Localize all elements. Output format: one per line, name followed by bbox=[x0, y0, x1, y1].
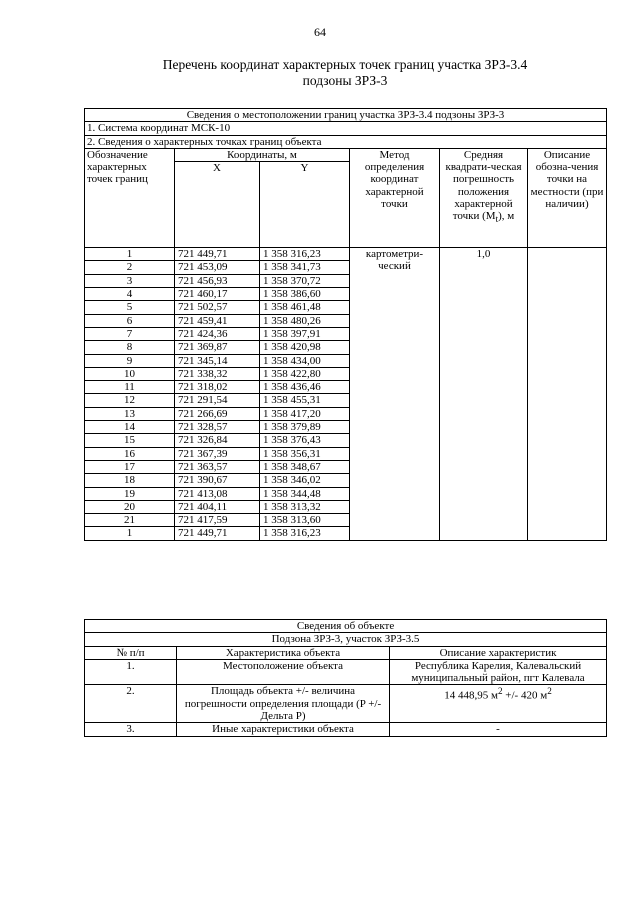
point-x: 721 318,02 bbox=[175, 381, 260, 394]
point-number: 9 bbox=[85, 354, 175, 367]
coordinate-system-row: 1. Система координат МСК-10 bbox=[85, 122, 607, 135]
point-number: 1 bbox=[85, 248, 175, 261]
point-y: 1 358 376,43 bbox=[260, 434, 350, 447]
point-y: 1 358 348,67 bbox=[260, 460, 350, 473]
point-number: 4 bbox=[85, 288, 175, 301]
point-x: 721 363,57 bbox=[175, 460, 260, 473]
point-number: 2 bbox=[85, 261, 175, 274]
point-number: 8 bbox=[85, 341, 175, 354]
error-cell: 1,0 bbox=[440, 248, 528, 541]
point-x: 721 390,67 bbox=[175, 474, 260, 487]
coordinates-table bbox=[84, 108, 607, 541]
point-x: 721 266,69 bbox=[175, 407, 260, 420]
point-x: 721 460,17 bbox=[175, 288, 260, 301]
method-cell: картометри-ческий bbox=[350, 248, 440, 541]
col-y-header: Y bbox=[260, 162, 350, 248]
col-no-header: № п/п bbox=[85, 646, 177, 659]
object-table-subheader: Подзона ЗРЗ-3, участок ЗРЗ-3.5 bbox=[85, 633, 607, 646]
col-error-header bbox=[440, 148, 528, 247]
point-description-cell bbox=[528, 248, 607, 541]
point-x: 721 449,71 bbox=[175, 248, 260, 261]
point-y: 1 358 434,00 bbox=[260, 354, 350, 367]
point-number: 20 bbox=[85, 500, 175, 513]
point-x: 721 456,93 bbox=[175, 274, 260, 287]
col-desc-header: Описание характеристик bbox=[390, 646, 607, 659]
point-y: 1 358 455,31 bbox=[260, 394, 350, 407]
row-number: 3. bbox=[85, 723, 177, 736]
table-row bbox=[85, 723, 607, 736]
point-y: 1 358 356,31 bbox=[260, 447, 350, 460]
point-y: 1 358 397,91 bbox=[260, 327, 350, 340]
col-description-header: Описание обозна-чения точки на местности (при наличии) bbox=[528, 148, 607, 247]
point-x: 721 453,09 bbox=[175, 261, 260, 274]
point-x: 721 413,08 bbox=[175, 487, 260, 500]
description-cell bbox=[390, 685, 607, 723]
point-number: 3 bbox=[85, 274, 175, 287]
characteristic-cell: Местоположение объекта bbox=[177, 659, 390, 685]
point-x: 721 369,87 bbox=[175, 341, 260, 354]
description-cell: - bbox=[390, 723, 607, 736]
point-x: 721 424,36 bbox=[175, 327, 260, 340]
point-y: 1 358 379,89 bbox=[260, 421, 350, 434]
object-table-header: Сведения об объекте bbox=[85, 620, 607, 633]
table-row bbox=[85, 248, 607, 261]
row-number: 1. bbox=[85, 659, 177, 685]
point-number: 7 bbox=[85, 327, 175, 340]
area-error-sup: 2 bbox=[547, 686, 552, 697]
point-y: 1 358 313,60 bbox=[260, 514, 350, 527]
coords-table-header: Сведения о местоположении границ участка ЗРЗ-3.4 подзоны ЗРЗ-3 bbox=[85, 109, 607, 122]
point-x: 721 417,59 bbox=[175, 514, 260, 527]
point-y: 1 358 344,48 bbox=[260, 487, 350, 500]
area-error: +/- 420 м bbox=[502, 690, 548, 703]
page-title bbox=[120, 57, 570, 89]
point-y: 1 358 420,98 bbox=[260, 341, 350, 354]
point-y: 1 358 422,80 bbox=[260, 367, 350, 380]
point-x: 721 459,41 bbox=[175, 314, 260, 327]
col-error-tail: ), м bbox=[498, 210, 515, 223]
point-number: 1 bbox=[85, 527, 175, 540]
point-y: 1 358 341,73 bbox=[260, 261, 350, 274]
point-y: 1 358 316,23 bbox=[260, 527, 350, 540]
point-y: 1 358 370,72 bbox=[260, 274, 350, 287]
point-x: 721 338,32 bbox=[175, 367, 260, 380]
area-value: 14 448,95 м bbox=[444, 690, 498, 703]
col-error-sub: t bbox=[495, 214, 499, 225]
point-y: 1 358 313,32 bbox=[260, 500, 350, 513]
point-number: 17 bbox=[85, 460, 175, 473]
point-y: 1 358 386,60 bbox=[260, 288, 350, 301]
points-section-row: 2. Сведения о характерных точках границ объекта bbox=[85, 135, 607, 148]
col-x-header: X bbox=[175, 162, 260, 248]
point-number: 18 bbox=[85, 474, 175, 487]
page-number: 64 bbox=[314, 25, 326, 39]
col-designation-header: Обозначение характерных точек границ bbox=[85, 148, 175, 247]
table-row bbox=[85, 685, 607, 723]
point-x: 721 502,57 bbox=[175, 301, 260, 314]
title-line-2: подзоны ЗРЗ-3 bbox=[302, 73, 388, 88]
point-y: 1 358 346,02 bbox=[260, 474, 350, 487]
point-number: 16 bbox=[85, 447, 175, 460]
object-info-table bbox=[84, 619, 607, 737]
point-number: 15 bbox=[85, 434, 175, 447]
row-number: 2. bbox=[85, 685, 177, 723]
point-x: 721 345,14 bbox=[175, 354, 260, 367]
point-number: 5 bbox=[85, 301, 175, 314]
col-char-header: Характеристика объекта bbox=[177, 646, 390, 659]
point-y: 1 358 417,20 bbox=[260, 407, 350, 420]
point-x: 721 367,39 bbox=[175, 447, 260, 460]
area-sup: 2 bbox=[497, 686, 503, 697]
point-number: 13 bbox=[85, 407, 175, 420]
point-number: 21 bbox=[85, 514, 175, 527]
point-x: 721 291,54 bbox=[175, 394, 260, 407]
point-y: 1 358 316,23 bbox=[260, 248, 350, 261]
title-line-1: Перечень координат характерных точек границ участка ЗРЗ-3.4 bbox=[162, 57, 528, 72]
point-number: 14 bbox=[85, 421, 175, 434]
point-x: 721 449,71 bbox=[175, 527, 260, 540]
characteristic-cell: Иные характеристики объекта bbox=[177, 723, 390, 736]
point-number: 12 bbox=[85, 394, 175, 407]
col-method-header: Метод определения координат характерной точки bbox=[350, 148, 440, 247]
col-coords-header: Координаты, м bbox=[175, 148, 350, 161]
point-y: 1 358 436,46 bbox=[260, 381, 350, 394]
point-number: 6 bbox=[85, 314, 175, 327]
point-x: 721 404,11 bbox=[175, 500, 260, 513]
point-number: 19 bbox=[85, 487, 175, 500]
characteristic-cell: Площадь объекта +/- величина погрешности определения площади (P +/- Дельта P) bbox=[177, 685, 390, 723]
description-cell: Республика Карелия, Калевальский муниципальный район, пгт Калевала bbox=[390, 659, 607, 685]
point-y: 1 358 461,48 bbox=[260, 301, 350, 314]
point-x: 721 328,57 bbox=[175, 421, 260, 434]
point-number: 10 bbox=[85, 367, 175, 380]
table-row bbox=[85, 659, 607, 685]
col-error-main: Средняя квадрати-ческая погрешность положения характерной точки (M bbox=[445, 148, 522, 223]
point-number: 11 bbox=[85, 381, 175, 394]
point-y: 1 358 480,26 bbox=[260, 314, 350, 327]
point-x: 721 326,84 bbox=[175, 434, 260, 447]
